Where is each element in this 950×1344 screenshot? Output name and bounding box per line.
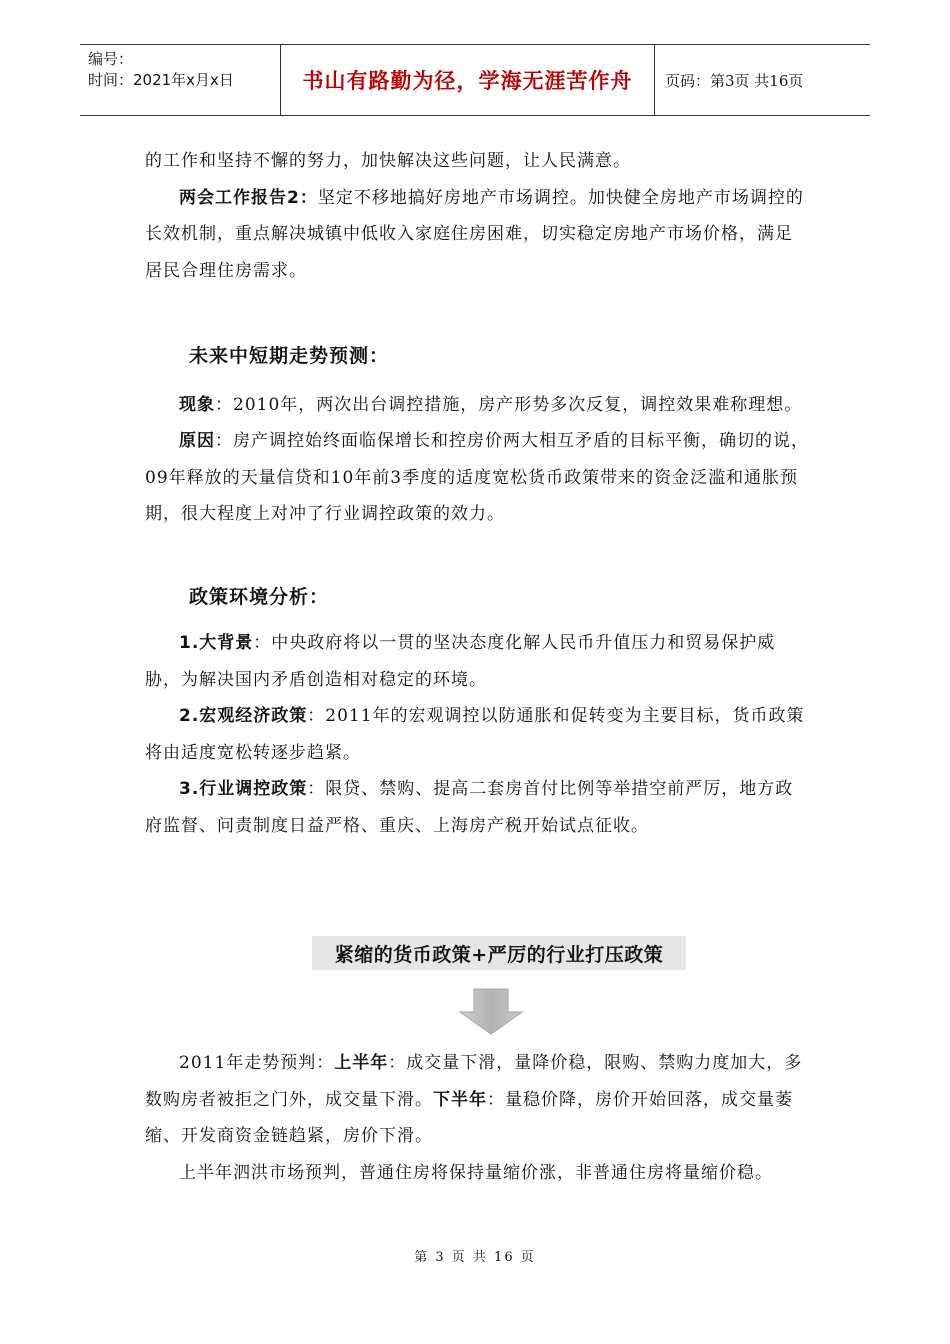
policy-item-2-text: ：2011年的宏观调控以防通胀和促转变为主要目标，货币政策将由适度宽松转逐步趋紧。 [145,706,805,763]
report-2-label: 两会工作报告2： [179,187,318,208]
phenomenon-text: ：2010年，两次出台调控措施，房产形势多次反复，调控效果难称理想。 [215,394,803,415]
phenomenon-label: 现象 [179,394,215,415]
page-header [80,44,870,116]
policy-item-3 [145,771,810,844]
doc-number-label: 编号： [88,50,134,68]
first-half-text: ：成交量下滑，量降价稳，限购、禁购力度加大，多数购房者被拒之门外，成交量下滑。 [145,1053,803,1110]
policy-item-1-text: ：中央政府将以一贯的坚决态度化解人民币升值压力和贸易保护威胁，为解决国内矛盾创造相对稳定的环境。 [145,633,776,690]
paragraph-phenomenon [145,387,810,424]
page-footer: 第 3 页 共 16 页 [414,1250,536,1265]
policy-item-2 [145,698,810,771]
header-page-info: 页码：第3页 共16页 [665,71,804,90]
doc-time-label: 时间：2021年x月x日 [88,71,234,89]
paragraph-reason [145,423,810,533]
policy-item-1-label: 1.大背景 [179,633,254,653]
heading-forecast: 未来中短期走势预测： [189,345,390,367]
reason-text: ：房产调控始终面临保增长和控房价两大相互矛盾的目标平衡，确切的说，09年释放的天量信贷和10年前3季度的适度宽松货币政策带来的资金泛滥和通胀预期，很大程度上对冲了行业调控政策的效力。 [145,431,809,524]
paragraph-continuation: 的工作和坚持不懈的努力，加快解决这些问题，让人民满意。 [145,151,631,171]
heading-policy: 政策环境分析： [189,585,330,608]
document-body [145,143,810,844]
reason-label: 原因 [179,431,215,451]
paragraph-report-2 [145,180,810,290]
header-motto: 书山有路勤为径，学海无涯苦作舟 [281,45,655,115]
second-half-label: 下半年 [433,1089,487,1110]
policy-item-3-label: 3.行业调控政策 [179,779,308,799]
policy-item-3-text: ：限贷、禁购、提高二套房首付比例等举措空前严厉，地方政府监督、问责制度日益严格、重庆、上海房产税开始试点征收。 [145,779,794,836]
header-meta [80,45,281,115]
paragraph-sihong-forecast: 上半年泗洪市场预判，普通住房将保持量缩价涨，非普通住房将量缩价稳。 [179,1162,773,1183]
policy-banner: 紧缩的货币政策+严厉的行业打压政策 [312,936,686,970]
second-half-text: ：量稳价降，房价开始回落，成交量萎缩、开发商资金链趋紧，房价下滑。 [145,1089,793,1146]
report-2-text: 坚定不移地搞好房地产市场调控。加快健全房地产市场调控的长效机制，重点解决城镇中低收入家庭住房困难，切实稳定房地产市场价格，满足居民合理住房需求。 [145,187,804,281]
policy-item-2-label: 2.宏观经济政策 [179,706,308,726]
forecast-intro: 2011年走势预判： [179,1053,335,1073]
first-half-label: 上半年 [334,1053,389,1073]
paragraph-forecast-2011 [145,1045,810,1155]
forecast-section [145,1045,810,1191]
down-arrow-icon [458,988,524,1036]
policy-item-1 [145,625,810,698]
